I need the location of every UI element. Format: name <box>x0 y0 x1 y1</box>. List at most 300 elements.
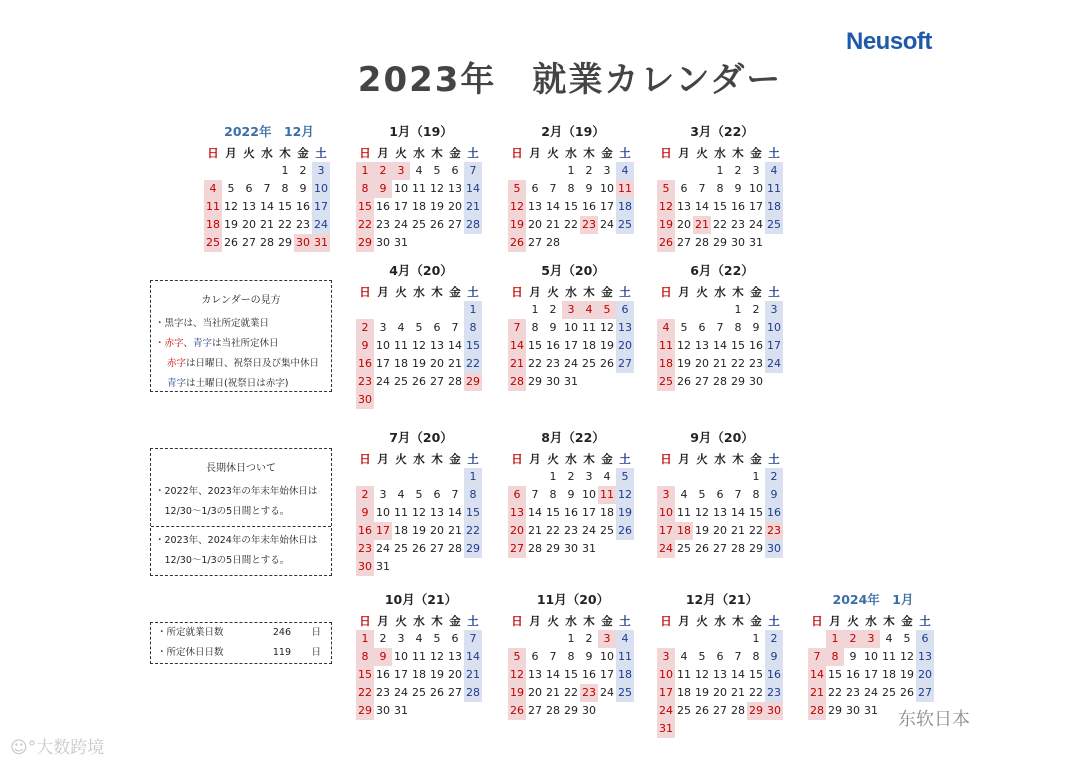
day-cell: 5 <box>903 632 911 645</box>
day-cell: 13 <box>616 319 634 337</box>
day-cell: 21 <box>731 686 745 699</box>
day-cell: 7 <box>464 162 482 180</box>
day-cell: 29 <box>713 236 727 249</box>
day-cell: 2 <box>356 319 374 337</box>
day-cell: 13 <box>448 182 462 195</box>
day-cell: 1 <box>567 164 575 177</box>
week-row <box>808 648 938 666</box>
weekday-label: 木 <box>431 452 443 466</box>
weekday-label: 金 <box>750 285 762 299</box>
day-cell: 16 <box>296 200 310 213</box>
day-cell: 13 <box>508 504 526 522</box>
weekday-label: 日 <box>660 285 672 299</box>
day-cell: 5 <box>698 650 706 663</box>
day-cell: 11 <box>616 180 634 198</box>
day-cell: 4 <box>657 319 675 337</box>
day-cell: 19 <box>600 339 614 352</box>
week-row <box>657 355 787 373</box>
day-cell: 15 <box>528 339 542 352</box>
day-cell: 23 <box>376 218 390 231</box>
day-cell: 25 <box>677 542 691 555</box>
day-cell: 30 <box>765 702 783 720</box>
day-cell: 20 <box>713 686 727 699</box>
day-cell: 27 <box>695 375 709 388</box>
day-cell: 7 <box>464 630 482 648</box>
week-row <box>508 198 638 216</box>
day-cell: 9 <box>356 504 374 522</box>
day-cell: 27 <box>916 684 934 702</box>
day-cell: 7 <box>808 648 826 666</box>
day-cell: 8 <box>356 180 374 198</box>
weekday-label: 水 <box>714 285 726 299</box>
day-cell: 14 <box>528 506 542 519</box>
day-cell: 2 <box>585 164 593 177</box>
day-cell: 13 <box>713 668 727 681</box>
weekday-label: 木 <box>732 452 744 466</box>
day-cell: 24 <box>657 540 675 558</box>
day-cell: 27 <box>430 542 444 555</box>
day-cell: 23 <box>765 684 783 702</box>
weekday-label: 火 <box>395 285 407 299</box>
day-cell: 10 <box>749 182 763 195</box>
day-cell: 1 <box>531 303 539 316</box>
weekday-header <box>657 450 787 468</box>
week-row <box>356 666 486 684</box>
weekday-label: 水 <box>413 452 425 466</box>
empty-day-cell <box>693 720 711 738</box>
empty-day-cell <box>222 162 240 180</box>
calendar-2023-12 <box>657 592 787 738</box>
day-cell: 25 <box>412 686 426 699</box>
day-cell: 5 <box>415 488 423 501</box>
week-row <box>508 666 638 684</box>
week-row <box>508 216 638 234</box>
day-cell: 5 <box>415 321 423 334</box>
day-cell: 18 <box>394 524 408 537</box>
day-cell: 13 <box>916 648 934 666</box>
weekday-label: 木 <box>431 614 443 628</box>
day-cell: 20 <box>916 666 934 684</box>
week-row <box>657 319 787 337</box>
day-cell: 15 <box>464 504 482 522</box>
day-cell: 15 <box>731 339 745 352</box>
day-cell: 12 <box>600 321 614 334</box>
weekday-label: 水 <box>413 285 425 299</box>
day-cell: 24 <box>376 542 390 555</box>
day-cell: 31 <box>749 236 763 249</box>
weekday-label: 日 <box>359 146 371 160</box>
day-cell: 12 <box>430 650 444 663</box>
day-cell: 16 <box>765 504 783 522</box>
day-cell: 15 <box>464 337 482 355</box>
week-row <box>657 630 787 648</box>
day-cell: 27 <box>448 218 462 231</box>
day-cell: 18 <box>765 198 783 216</box>
week-row <box>657 162 787 180</box>
weekday-label: 木 <box>732 614 744 628</box>
week-row <box>508 540 638 558</box>
weekday-label: 木 <box>583 146 595 160</box>
long-holiday-title: 長期休日ついて <box>206 463 276 474</box>
day-cell: 13 <box>713 506 727 519</box>
weekday-label: 土 <box>467 285 479 299</box>
long-holiday-item2-range: 12/30〜1/3の5日間とする。 <box>155 555 290 566</box>
empty-day-cell <box>616 540 634 558</box>
day-cell: 7 <box>698 182 706 195</box>
weekday-label: 土 <box>619 614 631 628</box>
day-cell: 5 <box>698 488 706 501</box>
day-cell: 4 <box>415 632 423 645</box>
day-cell: 29 <box>356 702 374 720</box>
week-row <box>508 373 638 391</box>
empty-day-cell <box>392 301 410 319</box>
day-cell: 19 <box>695 524 709 537</box>
day-cell: 26 <box>600 357 614 370</box>
empty-day-cell <box>657 468 675 486</box>
empty-day-cell <box>729 720 747 738</box>
day-cell: 9 <box>356 337 374 355</box>
day-cell: 2 <box>765 468 783 486</box>
week-row <box>356 373 486 391</box>
empty-day-cell <box>374 391 392 409</box>
week-row <box>356 684 486 702</box>
empty-day-cell <box>711 630 729 648</box>
month-title: 2022年 12月 <box>224 124 314 139</box>
day-cell: 11 <box>677 668 691 681</box>
day-cell: 11 <box>616 648 634 666</box>
day-cell: 17 <box>864 668 878 681</box>
weekday-label: 月 <box>529 452 541 466</box>
month-title: 12月（21） <box>685 592 759 607</box>
calendar-2023-07 <box>356 430 486 576</box>
weekday-label: 土 <box>619 146 631 160</box>
day-cell: 31 <box>864 704 878 717</box>
day-cell: 24 <box>600 686 614 699</box>
day-cell: 14 <box>508 337 526 355</box>
empty-day-cell <box>410 391 428 409</box>
day-cell: 29 <box>546 542 560 555</box>
day-cell: 30 <box>765 540 783 558</box>
month-title: 5月（20） <box>541 263 605 278</box>
empty-day-cell <box>808 630 826 648</box>
day-cell: 31 <box>394 236 408 249</box>
day-cell: 28 <box>260 236 274 249</box>
weekday-label: 金 <box>601 614 613 628</box>
week-row <box>508 234 638 252</box>
weekday-label: 火 <box>547 614 559 628</box>
day-cell: 19 <box>677 357 691 370</box>
day-cell: 20 <box>508 522 526 540</box>
weekday-label: 水 <box>565 146 577 160</box>
empty-day-cell <box>765 720 783 738</box>
weekday-header <box>657 283 787 301</box>
week-row <box>508 337 638 355</box>
weekday-label: 金 <box>449 452 461 466</box>
day-cell: 9 <box>567 488 575 501</box>
day-cell: 5 <box>508 180 526 198</box>
day-cell: 6 <box>716 650 724 663</box>
day-cell: 13 <box>242 200 256 213</box>
weekday-label: 金 <box>601 146 613 160</box>
day-cell: 18 <box>582 339 596 352</box>
day-cell: 6 <box>508 486 526 504</box>
calendar-2023-04 <box>356 263 486 409</box>
weekday-label: 木 <box>732 285 744 299</box>
weekday-label: 土 <box>467 452 479 466</box>
week-row <box>657 540 787 558</box>
day-cell: 26 <box>677 375 691 388</box>
calendar-2023-10 <box>356 592 486 720</box>
week-row <box>356 319 486 337</box>
day-cell: 2 <box>844 630 862 648</box>
empty-day-cell <box>675 720 693 738</box>
day-cell: 10 <box>657 504 675 522</box>
day-cell: 12 <box>900 650 914 663</box>
day-cell: 12 <box>412 339 426 352</box>
day-cell: 29 <box>828 704 842 717</box>
weekday-label: 日 <box>207 146 219 160</box>
day-cell: 12 <box>677 339 691 352</box>
weekday-label: 火 <box>696 285 708 299</box>
day-cell: 8 <box>567 182 575 195</box>
calendar-2023-02 <box>508 124 638 252</box>
weekday-label: 日 <box>511 285 523 299</box>
week-row <box>508 648 638 666</box>
day-cell: 17 <box>582 506 596 519</box>
empty-day-cell <box>675 301 693 319</box>
day-cell: 15 <box>828 668 842 681</box>
day-cell: 3 <box>862 630 880 648</box>
day-cell: 23 <box>376 686 390 699</box>
day-cell: 15 <box>356 198 374 216</box>
day-cell: 18 <box>394 357 408 370</box>
calendar-2023-09 <box>657 430 787 558</box>
empty-day-cell <box>544 630 562 648</box>
day-cell: 8 <box>716 182 724 195</box>
day-cell: 9 <box>765 486 783 504</box>
empty-day-cell <box>392 558 410 576</box>
day-cell: 9 <box>374 648 392 666</box>
calendar-2023-06 <box>657 263 787 391</box>
day-cell: 5 <box>433 164 441 177</box>
day-cell: 2 <box>379 632 387 645</box>
week-row <box>204 180 334 198</box>
day-cell: 4 <box>415 164 423 177</box>
day-cell: 24 <box>564 357 578 370</box>
weekday-label: 火 <box>696 614 708 628</box>
day-cell: 23 <box>580 684 598 702</box>
weekday-label: 日 <box>660 614 672 628</box>
week-row <box>657 373 787 391</box>
empty-day-cell <box>410 558 428 576</box>
weekday-label: 日 <box>359 452 371 466</box>
weekday-label: 水 <box>865 614 877 628</box>
day-cell: 4 <box>204 180 222 198</box>
weekday-label: 土 <box>467 614 479 628</box>
day-cell: 30 <box>294 234 312 252</box>
day-cell: 9 <box>849 650 857 663</box>
day-cell: 24 <box>864 686 878 699</box>
day-cell: 26 <box>224 236 238 249</box>
empty-day-cell <box>711 468 729 486</box>
weekday-label: 火 <box>243 146 255 160</box>
day-cell: 8 <box>752 488 760 501</box>
long-holiday-item1: ・2022年、2023年の年末年始休日は <box>155 486 318 497</box>
week-row <box>356 630 486 648</box>
calendar-2022-12 <box>204 124 334 252</box>
day-cell: 24 <box>394 686 408 699</box>
day-cell: 1 <box>734 303 742 316</box>
day-cell: 21 <box>260 218 274 231</box>
day-cell: 28 <box>448 375 462 388</box>
weekday-label: 日 <box>511 146 523 160</box>
empty-day-cell <box>729 630 747 648</box>
day-cell: 31 <box>582 542 596 555</box>
day-cell: 18 <box>675 522 693 540</box>
day-cell: 20 <box>448 200 462 213</box>
holiday-days-row: ・所定休日日数 119 日 <box>157 647 321 658</box>
day-cell: 12 <box>616 486 634 504</box>
day-cell: 17 <box>657 684 675 702</box>
day-cell: 9 <box>585 182 593 195</box>
week-row <box>657 720 787 738</box>
weekday-label: 金 <box>601 452 613 466</box>
empty-day-cell <box>616 373 634 391</box>
day-cell: 19 <box>412 357 426 370</box>
day-cell: 21 <box>528 524 542 537</box>
empty-day-cell <box>526 162 544 180</box>
day-cell: 7 <box>451 321 459 334</box>
legend-box <box>150 280 332 392</box>
day-cell: 31 <box>564 375 578 388</box>
day-cell: 28 <box>464 216 482 234</box>
day-cell: 8 <box>356 648 374 666</box>
day-cell: 28 <box>546 704 560 717</box>
day-cell: 10 <box>600 650 614 663</box>
day-cell: 2 <box>549 303 557 316</box>
neusoft-logo: Neusoft <box>846 28 932 55</box>
day-cell: 6 <box>698 321 706 334</box>
week-row <box>356 198 486 216</box>
day-cell: 25 <box>394 375 408 388</box>
empty-day-cell <box>392 468 410 486</box>
day-cell: 7 <box>508 319 526 337</box>
day-cell: 15 <box>356 666 374 684</box>
day-cell: 19 <box>412 524 426 537</box>
day-cell: 29 <box>464 540 482 558</box>
day-cell: 5 <box>433 632 441 645</box>
day-cell: 22 <box>278 218 292 231</box>
day-cell: 24 <box>749 218 763 231</box>
day-cell: 19 <box>695 686 709 699</box>
day-cell: 16 <box>582 200 596 213</box>
week-row <box>808 666 938 684</box>
empty-day-cell <box>693 162 711 180</box>
weekday-label: 火 <box>395 614 407 628</box>
week-row <box>204 234 334 252</box>
empty-day-cell <box>240 162 258 180</box>
day-cell: 6 <box>531 182 539 195</box>
day-cell: 7 <box>716 321 724 334</box>
day-cell: 17 <box>600 200 614 213</box>
week-row <box>508 301 638 319</box>
day-cell: 18 <box>677 686 691 699</box>
week-row <box>356 216 486 234</box>
weekday-label: 土 <box>315 146 327 160</box>
weekday-label: 火 <box>696 452 708 466</box>
weekday-header <box>356 450 486 468</box>
day-cell: 29 <box>464 373 482 391</box>
day-cell: 23 <box>546 357 560 370</box>
empty-day-cell <box>598 540 616 558</box>
day-cell: 30 <box>731 236 745 249</box>
day-cell: 23 <box>765 522 783 540</box>
empty-day-cell <box>392 391 410 409</box>
week-row <box>508 319 638 337</box>
day-cell: 24 <box>376 375 390 388</box>
month-title: 2月（19） <box>541 124 605 139</box>
day-cell: 19 <box>616 504 634 522</box>
day-cell: 1 <box>752 470 760 483</box>
day-cell: 25 <box>204 234 222 252</box>
week-row <box>508 504 638 522</box>
week-row <box>657 648 787 666</box>
day-cell: 23 <box>356 373 374 391</box>
day-cell: 10 <box>864 650 878 663</box>
day-cell: 3 <box>392 162 410 180</box>
day-cell: 2 <box>567 470 575 483</box>
week-row <box>657 180 787 198</box>
weekday-label: 火 <box>547 452 559 466</box>
week-row <box>356 522 486 540</box>
day-cell: 22 <box>464 355 482 373</box>
weekday-label: 木 <box>883 614 895 628</box>
day-cell: 25 <box>677 704 691 717</box>
empty-day-cell <box>616 702 634 720</box>
week-row <box>204 216 334 234</box>
week-row <box>657 234 787 252</box>
empty-day-cell <box>410 702 428 720</box>
weekday-label: 日 <box>811 614 823 628</box>
day-cell: 27 <box>528 704 542 717</box>
day-cell: 21 <box>693 216 711 234</box>
weekday-label: 月 <box>529 614 541 628</box>
empty-day-cell <box>598 234 616 252</box>
day-cell: 3 <box>657 648 675 666</box>
day-cell: 2 <box>299 164 307 177</box>
day-cell: 23 <box>846 686 860 699</box>
day-cell: 20 <box>677 218 691 231</box>
weekday-label: 土 <box>768 452 780 466</box>
empty-day-cell <box>428 558 446 576</box>
week-row <box>657 486 787 504</box>
legend-line-red-blue: ・赤字、青字は当社所定休日 <box>155 338 279 349</box>
day-cell: 14 <box>448 339 462 352</box>
weekday-label: 土 <box>919 614 931 628</box>
day-cell: 6 <box>245 182 253 195</box>
day-cell: 21 <box>808 684 826 702</box>
day-cell: 3 <box>397 632 405 645</box>
week-row <box>356 504 486 522</box>
day-cell: 26 <box>508 702 526 720</box>
day-cell: 18 <box>616 666 634 684</box>
day-cell: 4 <box>580 301 598 319</box>
day-cell: 12 <box>657 198 675 216</box>
day-cell: 25 <box>765 216 783 234</box>
empty-day-cell <box>657 301 675 319</box>
week-row <box>508 630 638 648</box>
week-row <box>657 337 787 355</box>
